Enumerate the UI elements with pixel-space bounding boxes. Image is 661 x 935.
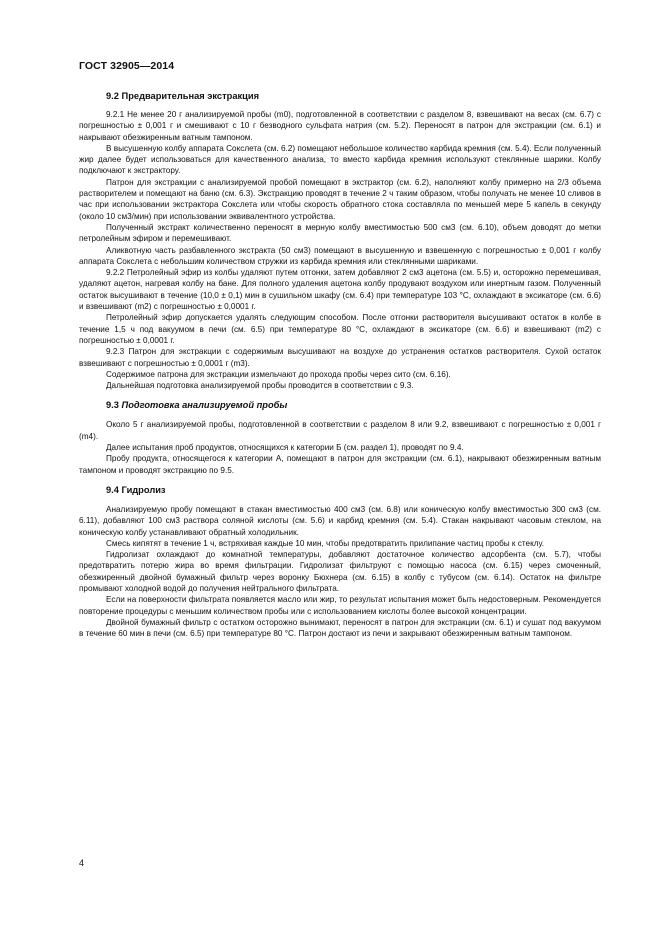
- section-title: Гидролиз: [121, 484, 166, 495]
- section-heading-9-2: [79, 90, 601, 102]
- paragraph: Дальнейшая подготовка анализируемой пробы проводится в соответствии с 9.3.: [106, 381, 414, 391]
- page-number: 4: [79, 858, 85, 868]
- paragraph: Содержимое патрона для экстракции измельчают до прохода пробы через сито (см. 6.16).: [106, 369, 451, 379]
- section-number: 9.3: [106, 400, 119, 411]
- paragraph: Патрон для экстракции с анализируемой пробой помещают в экстрактор (см. 6.2), наполняют колбу примерно на 2/3 объема растворителем и помещают на баню (см. 6.3). Экстракцию проводят в течение 2 ч таким образом, чтобы получать не менее 10 сливов в час при использовании экстрактора Сокслета или чтобы скорость обратного стока составляла по меньшей мере 5 капель в секунду (около 10 см3/мин) при использовании эквивалентного устройства.: [79, 177, 601, 221]
- paragraph: 9.2.2 Петролейный эфир из колбы удаляют путем отгонки, затем добавляют 2 см3 ацетона (см. 5.5) и, осторожно перемешивая, удаляют ацетон, нагревая колбу на бане. Для полного удаления ацетона колбу продувают воздухом или инертным газом. Полученный остаток высушивают в течение (10,0 ± 0,1) мин в сушильном шкафу (см. 6.4) при температуре 103 °С, охлаждают в эксикаторе (см. 6.6) и взвешивают (m2) с погрешностью ± 0,0001 г.: [79, 268, 601, 312]
- section-title: Предварительная экстракция: [121, 91, 260, 101]
- section-heading-9-3: [79, 399, 601, 411]
- paragraph: Аликвотную часть разбавленного экстракта (50 см3) помещают в высушенную и взвешенную с погрешностью ± 0,001 г колбу аппарата Сокслета с небольшим количеством стружки из карбида кремния или стеклянными шариками.: [79, 245, 601, 266]
- paragraph: Если на поверхности фильтрата появляется масло или жир, то результат испытания может быть недостоверным. Рекомендуется повторение процедуры с меньшим количеством пробы или с использованием кислоты более высокой концентрации.: [79, 595, 601, 616]
- document-body: [79, 90, 601, 639]
- section-title: Подготовка анализируемой пробы: [121, 400, 288, 411]
- paragraph: Смесь кипятят в течение 1 ч, встряхивая каждые 10 мин, чтобы предотвратить прилипание частиц пробы к стеклу.: [106, 538, 545, 548]
- paragraph: Гидролизат охлаждают до комнатной температуры, добавляют достаточное количество адсорбента (см. 5.7), чтобы предотвратить потерю жира во время фильтрации. Гидролизат фильтруют с помощью насоса (см. 6.15) через смоченный, обезжиренный двойной бумажный фильтр через воронку Бюхнера (см. 6.15) в колбу с тубусом (см. 6.14). Остаток на фильтре промывают холодной водой до получения нейтрального фильтрата.: [79, 550, 601, 593]
- paragraph: В высушенную колбу аппарата Сокслета (см. 6.2) помещают небольшое количество карбида кремния (см. 5.4). Если полученный жир далее будет использоваться для качественного анализа, то вместо карбида кремния используют стеклянные шарики. Колбу подключают к экстрактору.: [79, 143, 601, 176]
- section-number: 9.2: [106, 91, 119, 101]
- paragraph: Пробу продукта, относящегося к категории А, помещают в патрон для экстракции (см. 6.1), накрывают обезжиренным ватным тампоном и проводят экстракцию по 9.5.: [79, 454, 601, 475]
- page-header: ГОСТ 32905—2014: [79, 60, 175, 72]
- paragraph: Двойной бумажный фильтр с остатком осторожно вынимают, переносят в патрон для экстракции (см. 6.1) и сушат под вакуумом в течение 60 мин в печи (см. 6.5) при температуре 80 °С. Патрон достают из печи и закрывают обезжиренным ватным тампоном.: [79, 617, 601, 639]
- paragraph: Полученный экстракт количественно переносят в мерную колбу вместимостью 500 см3 (см. 6.10), объем доводят до метки петролейным эфиром и перемешивают.: [79, 222, 601, 244]
- section-heading-9-4: [79, 484, 601, 496]
- section-number: 9.4: [106, 484, 119, 495]
- paragraph: 9.2.3 Патрон для экстракции с содержимым высушивают на воздухе до устранения остатков растворителя. Сухой остаток взвешивают с погрешностью ± 0,0001 г (m3).: [79, 347, 601, 368]
- paragraph: Около 5 г анализируемой пробы, подготовленной в соответствии с разделом 8 или 9.2, взвешивают с погрешностью ± 0,001 г (m4).: [79, 420, 601, 441]
- paragraph: 9.2.1 Не менее 20 г анализируемой пробы (m0), подготовленной в соответствии с разделом 8, взвешивают на весах (см. 6.7) с погрешностью ± 0,001 г и смешивают с 10 г безводного сульфата натрия (см. 5.2). Переносят в патрон для экстракции (см. 6.1) и накрывают обезжиренным ватным тампоном.: [79, 110, 601, 142]
- paragraph: Далее испытания проб продуктов, относящихся к категории Б (см. раздел 1), проводят по 9.4.: [106, 443, 464, 453]
- paragraph: Анализируемую пробу помещают в стакан вместимостью 400 см3 (см. 6.8) или коническую колбу вместимостью 300 см3 (см. 6.11), добавляют 100 см3 раствора соляной кислоты (см. 5.6) и карбид кремния (см. 5.4). Стакан накрывают часовым стеклом, на коническую колбу устанавливают обратный холодильник.: [79, 504, 601, 537]
- paragraph: Петролейный эфир допускается удалять следующим способом. После отгонки растворителя высушивают остаток в колбе в течение 1,5 ч под вакуумом в печи (см. 6.5) при температуре 80 °С, охлаждают в эксикаторе (см. 6.6) и взвешивают (m2) с погрешностью ± 0,0001 г.: [79, 313, 601, 345]
